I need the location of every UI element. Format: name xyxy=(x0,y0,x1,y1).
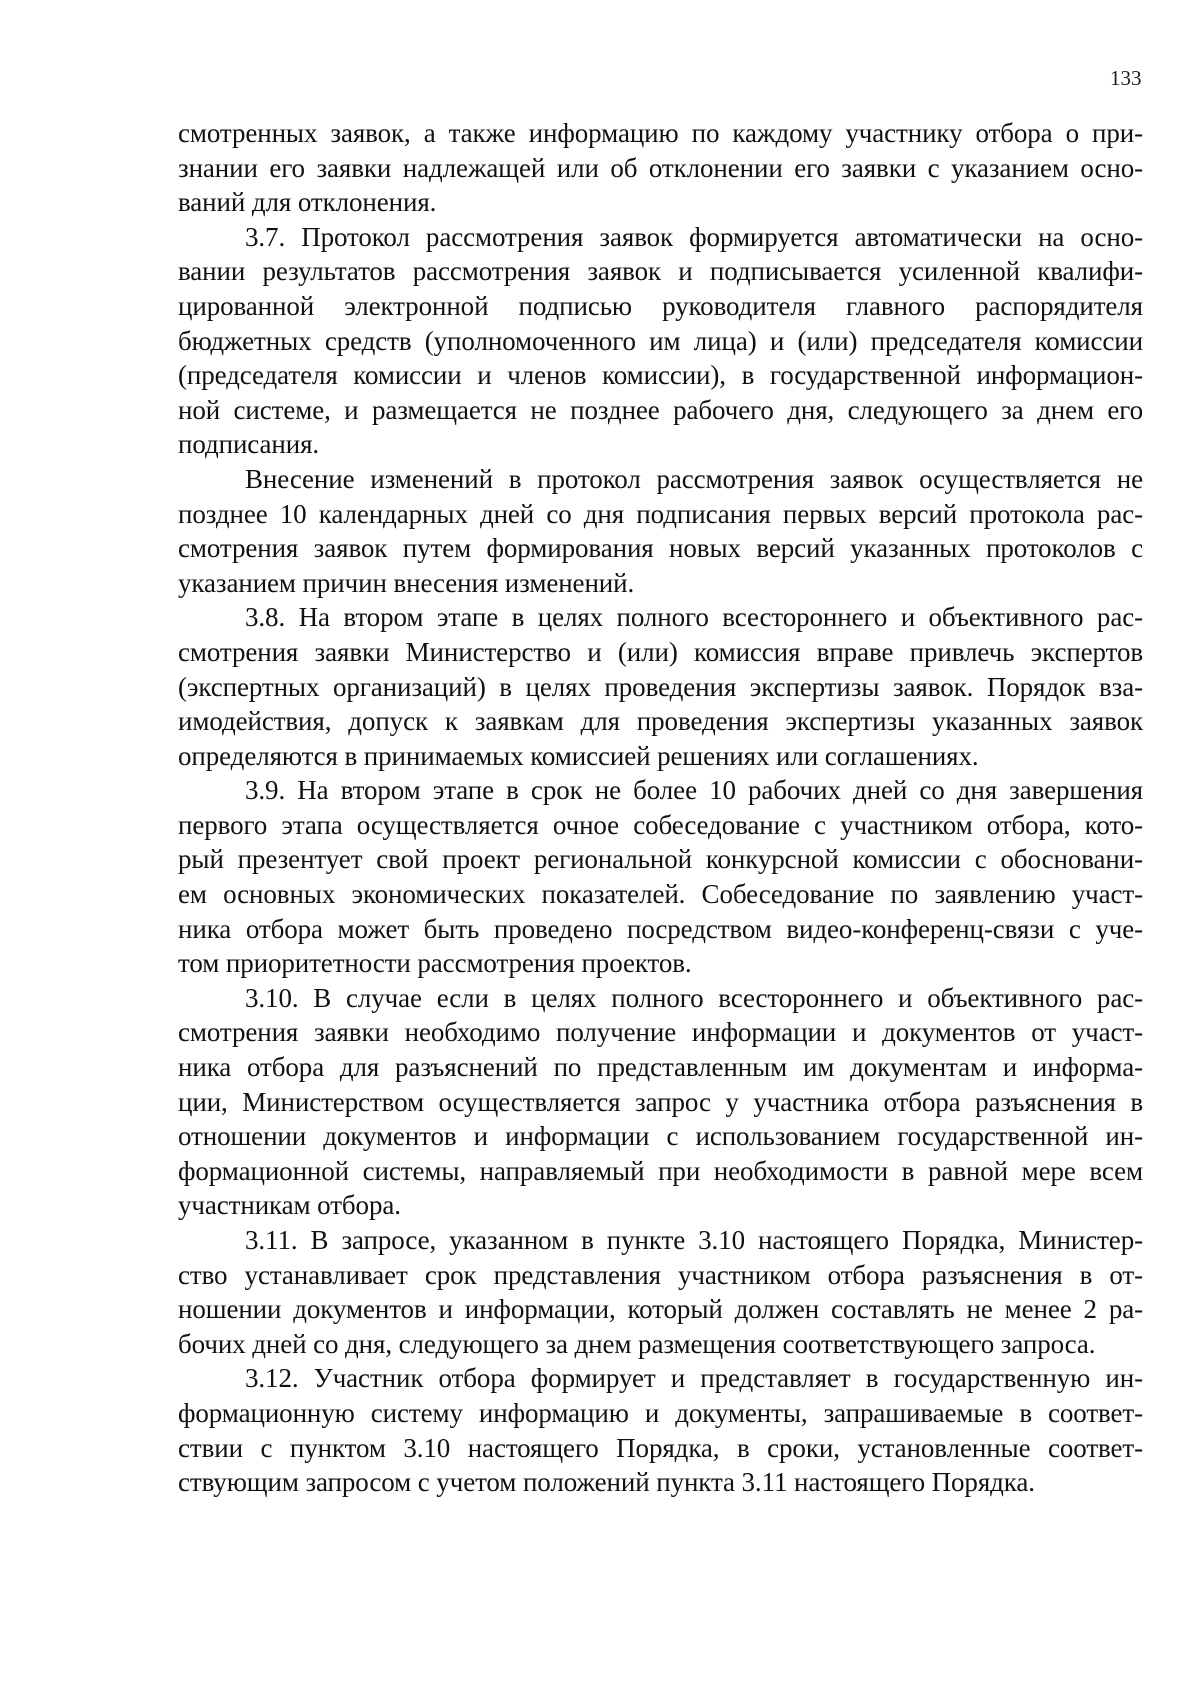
text-line: 3.11. В запросе, указанном в пункте 3.10 настоящего Порядка, Министер- xyxy=(245,1225,1143,1255)
text-line: смотренных заявок, а также информацию по каждому участнику отбора о при- xyxy=(178,118,1143,148)
text-line: 3.10. В случае если в целях полного всестороннего и объективного рас- xyxy=(245,982,1143,1013)
paragraph xyxy=(178,1361,1143,1499)
text-line: 3.8. На втором этапе в целях полного всестороннего и объективного рас- xyxy=(245,602,1143,633)
text-line: (председателя комиссии и членов комиссии), в государственной информацион- xyxy=(178,360,1143,391)
paragraph xyxy=(178,773,1143,981)
page-number: 133 xyxy=(1110,66,1142,90)
text-line: ции, Министерством осуществляется запрос у участника отбора разъяснения в xyxy=(178,1086,1143,1117)
text-line: позднее 10 календарных дней со дня подписания первых версий протокола рас- xyxy=(178,498,1143,529)
text-line: формационную систему информацию и документы, запрашиваемые в соответ- xyxy=(178,1397,1143,1428)
text-line: ствии с пунктом 3.10 настоящего Порядка, в сроки, установленные соответ- xyxy=(178,1432,1143,1463)
text-line: участникам отбора. xyxy=(178,1190,401,1221)
paragraph xyxy=(178,462,1143,600)
paragraph xyxy=(178,1223,1143,1361)
text-line: знании его заявки надлежащей или об отклонении его заявки с указанием осно- xyxy=(178,152,1143,183)
document-body xyxy=(178,116,1143,1500)
text-line: 3.7. Протокол рассмотрения заявок формируется автоматически на осно- xyxy=(245,221,1143,252)
text-line: рый презентует свой проект региональной конкурсной комиссии с обосновани- xyxy=(178,844,1143,875)
text-line: отношении документов и информации с использованием государственной ин- xyxy=(178,1121,1143,1152)
text-line: вании результатов рассмотрения заявок и подписывается усиленной квалифи- xyxy=(178,256,1143,287)
paragraph xyxy=(178,600,1143,773)
text-line: цированной электронной подписью руководителя главного распорядителя xyxy=(178,290,1143,321)
text-line: имодействия, допуск к заявкам для проведения экспертизы указанных заявок xyxy=(178,706,1143,737)
text-line: формационной системы, направляемый при необходимости в равной мере всем xyxy=(178,1155,1143,1186)
paragraph xyxy=(178,220,1143,462)
text-line: бюджетных средств (уполномоченного им лица) и (или) председателя комиссии xyxy=(178,325,1143,356)
paragraph xyxy=(178,116,1143,220)
text-line: подписания. xyxy=(178,429,320,460)
text-line: Внесение изменений в протокол рассмотрения заявок осуществляется не xyxy=(245,463,1143,494)
text-line: ем основных экономических показателей. Собеседование по заявлению участ- xyxy=(178,879,1143,910)
text-line: том приоритетности рассмотрения проектов. xyxy=(178,948,692,979)
text-line: 3.12. Участник отбора формирует и представляет в государственную ин- xyxy=(245,1363,1143,1394)
paragraph xyxy=(178,981,1143,1223)
text-line: указанием причин внесения изменений. xyxy=(178,567,635,598)
text-line: ваний для отклонения. xyxy=(178,187,437,218)
text-line: определяются в принимаемых комиссией решениях или соглашениях. xyxy=(178,740,979,771)
text-line: ношении документов и информации, который должен составлять не менее 2 ра- xyxy=(178,1294,1143,1325)
text-line: бочих дней со дня, следующего за днем размещения соответствующего запроса. xyxy=(178,1328,1096,1359)
text-line: ника отбора может быть проведено посредством видео-конференц-связи с уче- xyxy=(178,913,1143,944)
text-line: смотрения заявки Министерство и (или) комиссия вправе привлечь экспертов xyxy=(178,636,1143,667)
text-line: ствующим запросом с учетом положений пункта 3.11 настоящего Порядка. xyxy=(178,1467,1035,1498)
text-line: ство устанавливает срок представления участником отбора разъяснения в от- xyxy=(178,1259,1143,1290)
text-line: 3.9. На втором этапе в срок не более 10 рабочих дней со дня завершения xyxy=(245,775,1143,806)
text-line: смотрения заявок путем формирования новых версий указанных протоколов с xyxy=(178,533,1143,564)
text-line: ной системе, и размещается не позднее рабочего дня, следующего за днем его xyxy=(178,394,1143,425)
text-line: первого этапа осуществляется очное собеседование с участником отбора, кото- xyxy=(178,809,1143,840)
text-line: смотрения заявки необходимо получение информации и документов от участ- xyxy=(178,1017,1143,1048)
text-line: (экспертных организаций) в целях проведения экспертизы заявок. Порядок вза- xyxy=(178,671,1143,702)
text-line: ника отбора для разъяснений по представленным им документам и информа- xyxy=(178,1052,1143,1083)
